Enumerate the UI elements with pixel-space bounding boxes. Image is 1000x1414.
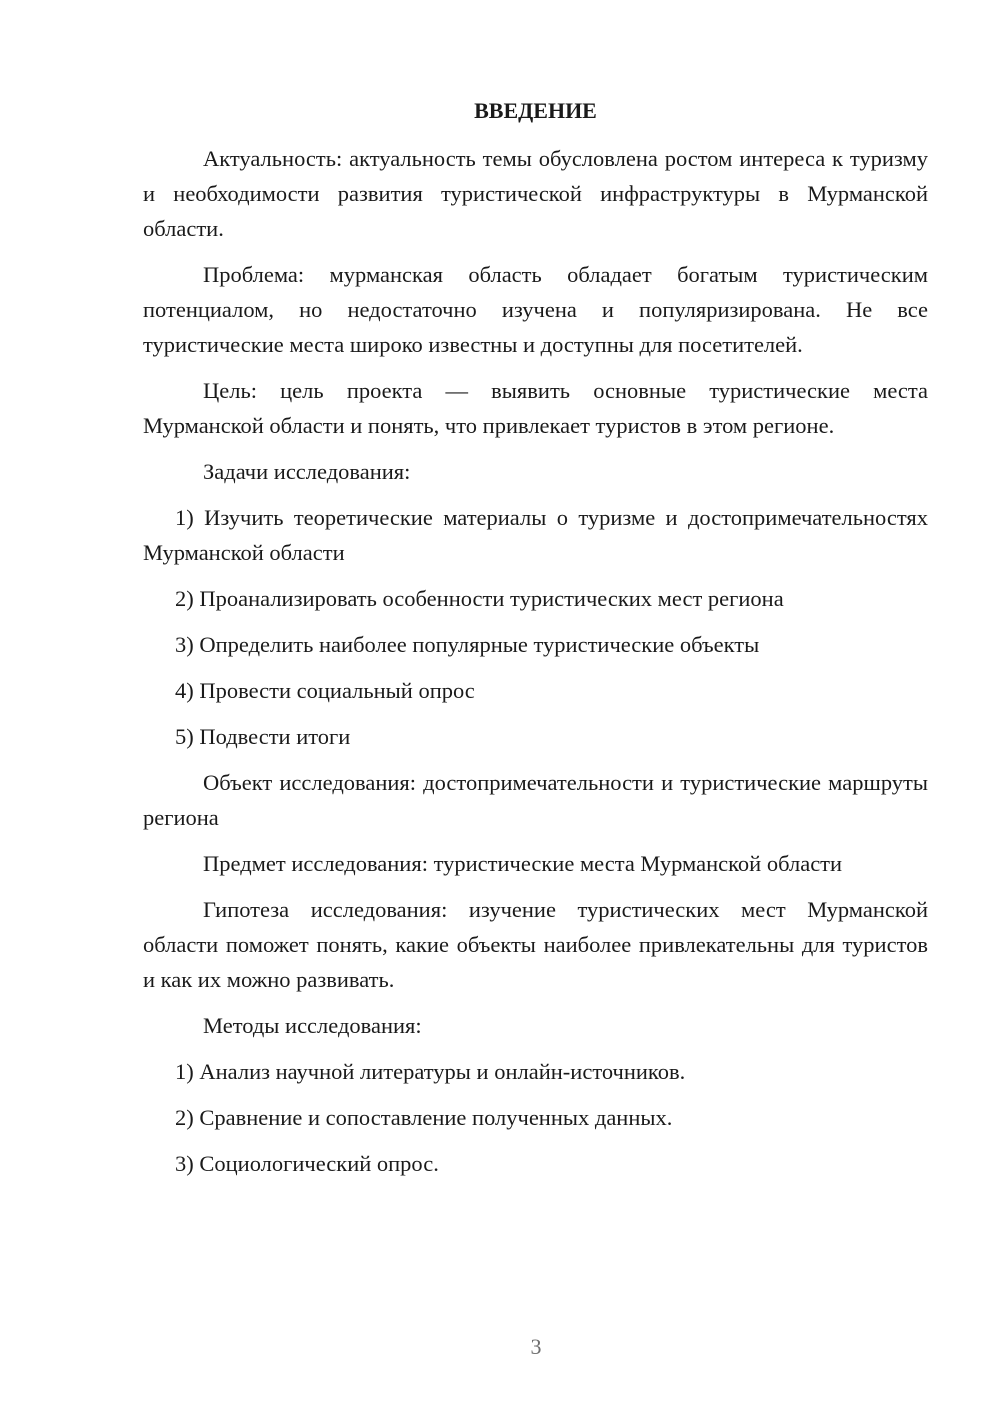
task-item: 5) Подвести итоги [175,724,351,749]
task-item: 2) Проанализировать особенности туристических мест региона [175,586,784,611]
object-paragraph: Объект исследования: достопримечательности и туристические маршруты региона [143,770,928,830]
task-item: 1) Изучить теоретические материалы о туризме и достопримечательностях Мурманской области [143,505,928,565]
problem-paragraph: Проблема: мурманская область обладает богатым туристическим потенциалом, но недостаточно изучена и популяризирована. Не все туристические места широко известны и доступны для посетителей. [143,262,928,357]
section-title: ВВЕДЕНИЕ [474,98,597,123]
goal-paragraph: Цель: цель проекта — выявить основные туристические места Мурманской области и понять, что привлекает туристов в этом регионе. [143,378,928,438]
subject-paragraph: Предмет исследования: туристические места Мурманской области [203,851,843,876]
methods-heading: Методы исследования: [203,1013,422,1038]
task-item: 3) Определить наиболее популярные туристические объекты [175,632,760,657]
task-item: 4) Провести социальный опрос [175,678,475,703]
method-item: 3) Социологический опрос. [175,1151,439,1176]
relevance-paragraph: Актуальность: актуальность темы обусловлена ростом интереса к туризму и необходимости развития туристической инфраструктуры в Мурманской области. [143,146,928,241]
document-body [143,96,928,1192]
tasks-heading: Задачи исследования: [203,459,411,484]
method-item: 1) Анализ научной литературы и онлайн-источников. [175,1059,686,1084]
page-number: 3 [530,1334,542,1359]
method-item: 2) Сравнение и сопоставление полученных данных. [175,1105,673,1130]
hypothesis-paragraph: Гипотеза исследования: изучение туристических мест Мурманской области поможет понять, какие объекты наиболее привлекательны для туристов и как их можно развивать. [143,897,928,992]
